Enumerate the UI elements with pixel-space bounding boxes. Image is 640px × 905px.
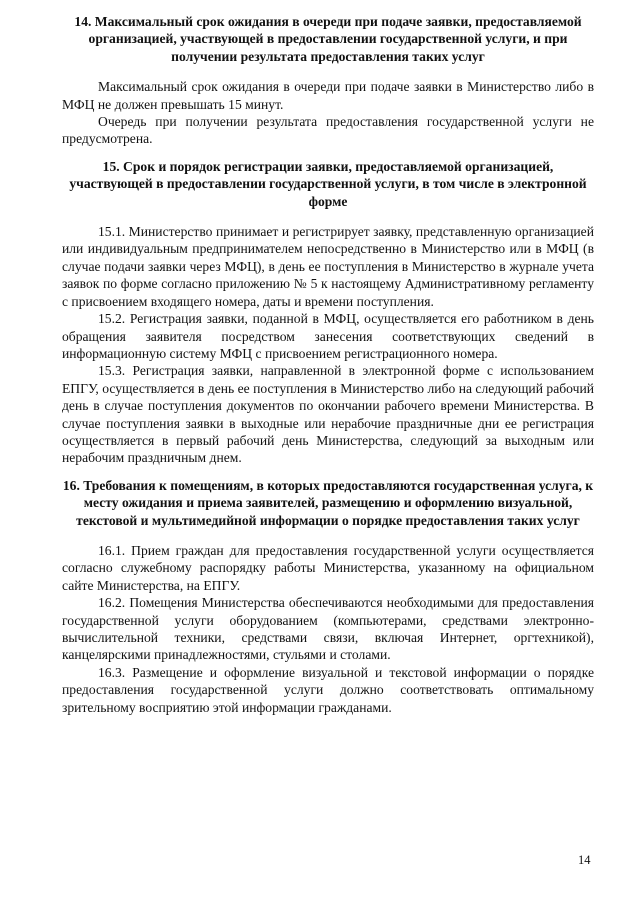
spacer <box>62 65 594 78</box>
section-15-paragraph-3: 15.3. Регистрация заявки, направленной в электронной форме с использованием ЕПГУ, осуществляется в день ее поступления в Министерство либо на следующий рабочий день в случае поступления документов по окончании рабочего времени Министерства. В случае поступления заявки в выходные или нерабочие праздничные дни ее регистрация осуществляется в первый рабочий день Министерства, следующий за выходным или нерабочим праздничным днем. <box>62 363 594 466</box>
section-14-paragraph-1: Максимальный срок ожидания в очереди при подаче заявки в Министерство либо в МФЦ не должен превышать 15 минут. <box>62 79 594 112</box>
section-16-heading: 16. Требования к помещениям, в которых предоставляются государственная услуга, к месту ожидания и приема заявителей, размещению и оформлению визуальной, текстовой и мультимедийной информации о порядке предоставления таких услуг <box>62 477 594 528</box>
spacer <box>62 210 594 223</box>
page-number: 14 <box>578 853 591 867</box>
section-16-paragraph-1: 16.1. Прием граждан для предоставления государственной услуги осуществляется согласно служебному распорядку работы Министерства, указанному на официальном сайте Министерства, на ЕПГУ. <box>62 542 594 593</box>
spacer <box>62 148 594 158</box>
section-15-paragraph-2: 15.2. Регистрация заявки, поданной в МФЦ, осуществляется его работником в день обращения заявителя посредством занесения соответствующих сведений в информационную систему МФЦ с присвоением регистрационного номера. <box>62 311 594 361</box>
section-14-heading: 14. Максимальный срок ожидания в очереди при подаче заявки, предоставляемой организацией, участвующей в предоставлении государственной услуги, и при получении результата предоставления таких услуг <box>74 14 582 64</box>
spacer <box>62 467 594 477</box>
spacer <box>62 529 594 542</box>
section-15-paragraph-1: 15.1. Министерство принимает и регистрирует заявку, представленную организацией или индивидуальным предпринимателем непосредственно в Министерство или в МФЦ (в случае подачи заявки через МФЦ), в день ее поступления в Министерство в журнале учета заявок по форме согласно приложению № 5 к настоящему Административному регламенту с присвоением входящего номера, даты и времени поступления. <box>62 224 594 309</box>
document-page <box>62 13 594 716</box>
section-16-paragraph-3: 16.3. Размещение и оформление визуальной и текстовой информации о порядке предоставления государственной услуги должно соответствовать оптимальному зрительному восприятию этой информации гражданами. <box>62 664 594 715</box>
section-15-heading: 15. Срок и порядок регистрации заявки, предоставляемой организацией, участвующей в предоставлении государственной услуги, в том числе в электронной форме <box>69 158 587 209</box>
section-14-paragraph-2: Очередь при получении результата предоставления государственной услуги не предусмотрена. <box>62 114 594 147</box>
section-16-paragraph-2: 16.2. Помещения Министерства обеспечиваются необходимыми для предоставления государственной услуги оборудованием (компьютерами, средствами электронно-вычислительной техники, средствами связи, включая Интернет, оргтехникой), канцелярскими принадлежностями, стульями и столами. <box>62 595 594 663</box>
